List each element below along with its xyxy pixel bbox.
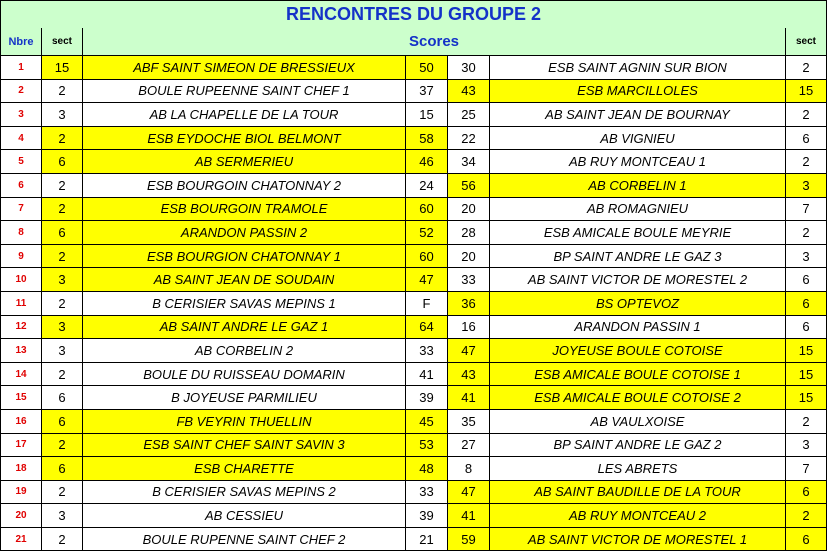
match-number: 16 (1, 409, 42, 433)
home-score: 64 (406, 315, 448, 339)
home-team: B JOYEUSE PARMILIEU (83, 386, 406, 410)
away-sector: 3 (786, 244, 827, 268)
home-score: 52 (406, 221, 448, 245)
home-sector: 2 (42, 480, 83, 504)
home-sector: 2 (42, 244, 83, 268)
away-team: AB SAINT VICTOR DE MORESTEL 2 (490, 268, 786, 292)
away-team: BP SAINT ANDRE LE GAZ 2 (490, 433, 786, 457)
table-row (1, 79, 827, 103)
home-sector: 3 (42, 339, 83, 363)
away-team: AB SAINT JEAN DE BOURNAY (490, 103, 786, 127)
away-score: 25 (448, 103, 490, 127)
away-score: 56 (448, 173, 490, 197)
away-score: 34 (448, 150, 490, 174)
home-team: ESB SAINT CHEF SAINT SAVIN 3 (83, 433, 406, 457)
home-score: 33 (406, 480, 448, 504)
home-team: ABF SAINT SIMEON DE BRESSIEUX (83, 56, 406, 80)
home-team: ESB BOURGION CHATONNAY 1 (83, 244, 406, 268)
home-score: 21 (406, 527, 448, 551)
away-team: ESB AMICALE BOULE COTOISE 1 (490, 362, 786, 386)
home-sector: 2 (42, 291, 83, 315)
table-row (1, 103, 827, 127)
away-team: ESB AMICALE BOULE COTOISE 2 (490, 386, 786, 410)
home-sector: 15 (42, 56, 83, 80)
away-sector: 15 (786, 362, 827, 386)
table-row (1, 315, 827, 339)
home-score: 48 (406, 457, 448, 481)
away-score: 43 (448, 79, 490, 103)
home-team: FB VEYRIN THUELLIN (83, 409, 406, 433)
home-team: B CERISIER SAVAS MEPINS 2 (83, 480, 406, 504)
home-sector: 2 (42, 362, 83, 386)
home-score: F (406, 291, 448, 315)
home-score: 39 (406, 504, 448, 528)
home-sector: 2 (42, 173, 83, 197)
table-row (1, 386, 827, 410)
page-title: RENCONTRES DU GROUPE 2 (1, 1, 827, 29)
away-team: ESB MARCILLOLES (490, 79, 786, 103)
table-row (1, 362, 827, 386)
match-number: 17 (1, 433, 42, 457)
away-score: 33 (448, 268, 490, 292)
away-sector: 15 (786, 386, 827, 410)
home-team: AB CORBELIN 2 (83, 339, 406, 363)
match-number: 1 (1, 56, 42, 80)
away-sector: 2 (786, 56, 827, 80)
home-score: 50 (406, 56, 448, 80)
table-row (1, 480, 827, 504)
away-team: LES ABRETS (490, 457, 786, 481)
away-score: 47 (448, 339, 490, 363)
home-sector: 3 (42, 504, 83, 528)
away-score: 16 (448, 315, 490, 339)
away-score: 27 (448, 433, 490, 457)
match-number: 4 (1, 126, 42, 150)
match-number: 14 (1, 362, 42, 386)
match-number: 6 (1, 173, 42, 197)
away-score: 22 (448, 126, 490, 150)
home-team: AB CESSIEU (83, 504, 406, 528)
away-score: 59 (448, 527, 490, 551)
match-number: 2 (1, 79, 42, 103)
home-sector: 3 (42, 268, 83, 292)
away-score: 41 (448, 386, 490, 410)
results-body (1, 1, 827, 551)
table-row (1, 197, 827, 221)
home-score: 24 (406, 173, 448, 197)
away-team: ESB AMICALE BOULE MEYRIE (490, 221, 786, 245)
home-team: ARANDON PASSIN 2 (83, 221, 406, 245)
home-score: 33 (406, 339, 448, 363)
home-sector: 3 (42, 103, 83, 127)
away-sector: 7 (786, 197, 827, 221)
home-sector: 2 (42, 433, 83, 457)
away-score: 35 (448, 409, 490, 433)
away-team: AB VAULXOISE (490, 409, 786, 433)
home-score: 45 (406, 409, 448, 433)
away-sector: 3 (786, 173, 827, 197)
away-team: BP SAINT ANDRE LE GAZ 3 (490, 244, 786, 268)
home-score: 37 (406, 79, 448, 103)
table-row (1, 409, 827, 433)
home-team: BOULE RUPEENNE SAINT CHEF 1 (83, 79, 406, 103)
home-score: 46 (406, 150, 448, 174)
home-team: B CERISIER SAVAS MEPINS 1 (83, 291, 406, 315)
match-number: 10 (1, 268, 42, 292)
home-score: 47 (406, 268, 448, 292)
away-sector: 3 (786, 433, 827, 457)
home-score: 53 (406, 433, 448, 457)
away-score: 30 (448, 56, 490, 80)
home-team: ESB CHARETTE (83, 457, 406, 481)
away-score: 20 (448, 244, 490, 268)
away-team: ARANDON PASSIN 1 (490, 315, 786, 339)
home-team: AB SERMERIEU (83, 150, 406, 174)
home-score: 60 (406, 197, 448, 221)
home-score: 39 (406, 386, 448, 410)
away-team: AB RUY MONTCEAU 2 (490, 504, 786, 528)
header-sect-left: sect (42, 28, 83, 56)
home-team: ESB BOURGOIN TRAMOLE (83, 197, 406, 221)
away-team: ESB SAINT AGNIN SUR BION (490, 56, 786, 80)
away-sector: 2 (786, 221, 827, 245)
table-row (1, 457, 827, 481)
away-team: AB ROMAGNIEU (490, 197, 786, 221)
away-team: AB SAINT BAUDILLE DE LA TOUR (490, 480, 786, 504)
home-score: 41 (406, 362, 448, 386)
match-number: 19 (1, 480, 42, 504)
home-sector: 6 (42, 386, 83, 410)
away-score: 36 (448, 291, 490, 315)
match-number: 8 (1, 221, 42, 245)
match-number: 18 (1, 457, 42, 481)
home-team: ESB EYDOCHE BIOL BELMONT (83, 126, 406, 150)
away-score: 20 (448, 197, 490, 221)
home-score: 60 (406, 244, 448, 268)
table-row (1, 527, 827, 551)
home-sector: 6 (42, 150, 83, 174)
away-score: 8 (448, 457, 490, 481)
away-sector: 2 (786, 409, 827, 433)
table-row (1, 56, 827, 80)
home-sector: 3 (42, 315, 83, 339)
match-number: 3 (1, 103, 42, 127)
header-scores: Scores (83, 28, 786, 56)
away-team: AB CORBELIN 1 (490, 173, 786, 197)
away-score: 28 (448, 221, 490, 245)
away-sector: 6 (786, 268, 827, 292)
table-row (1, 244, 827, 268)
home-team: AB SAINT JEAN DE SOUDAIN (83, 268, 406, 292)
home-team: ESB BOURGOIN CHATONNAY 2 (83, 173, 406, 197)
home-sector: 2 (42, 126, 83, 150)
away-sector: 2 (786, 504, 827, 528)
home-sector: 6 (42, 221, 83, 245)
away-score: 41 (448, 504, 490, 528)
away-score: 43 (448, 362, 490, 386)
away-score: 47 (448, 480, 490, 504)
away-sector: 6 (786, 527, 827, 551)
table-row (1, 150, 827, 174)
away-sector: 15 (786, 79, 827, 103)
away-team: AB VIGNIEU (490, 126, 786, 150)
title-row (1, 1, 827, 29)
table-row (1, 173, 827, 197)
match-number: 11 (1, 291, 42, 315)
home-team: AB SAINT ANDRE LE GAZ 1 (83, 315, 406, 339)
table-row (1, 433, 827, 457)
home-sector: 6 (42, 409, 83, 433)
table-row (1, 268, 827, 292)
away-sector: 15 (786, 339, 827, 363)
header-nbre: Nbre (1, 28, 42, 56)
away-sector: 6 (786, 315, 827, 339)
away-sector: 7 (786, 457, 827, 481)
home-sector: 2 (42, 79, 83, 103)
away-sector: 6 (786, 126, 827, 150)
away-sector: 6 (786, 291, 827, 315)
match-number: 15 (1, 386, 42, 410)
table-row (1, 339, 827, 363)
away-sector: 2 (786, 150, 827, 174)
home-team: AB LA CHAPELLE DE LA TOUR (83, 103, 406, 127)
table-row (1, 504, 827, 528)
header-row (1, 28, 827, 56)
header-sect-right: sect (786, 28, 827, 56)
match-number: 7 (1, 197, 42, 221)
table-row (1, 291, 827, 315)
table-row (1, 221, 827, 245)
away-team: AB SAINT VICTOR DE MORESTEL 1 (490, 527, 786, 551)
match-number: 9 (1, 244, 42, 268)
away-sector: 6 (786, 480, 827, 504)
home-sector: 2 (42, 527, 83, 551)
home-sector: 2 (42, 197, 83, 221)
home-sector: 6 (42, 457, 83, 481)
table-row (1, 126, 827, 150)
match-number: 20 (1, 504, 42, 528)
away-team: BS OPTEVOZ (490, 291, 786, 315)
home-team: BOULE DU RUISSEAU DOMARIN (83, 362, 406, 386)
match-number: 5 (1, 150, 42, 174)
away-team: AB RUY MONTCEAU 1 (490, 150, 786, 174)
match-number: 21 (1, 527, 42, 551)
match-number: 12 (1, 315, 42, 339)
match-number: 13 (1, 339, 42, 363)
away-team: JOYEUSE BOULE COTOISE (490, 339, 786, 363)
home-score: 58 (406, 126, 448, 150)
home-score: 15 (406, 103, 448, 127)
home-team: BOULE RUPENNE SAINT CHEF 2 (83, 527, 406, 551)
away-sector: 2 (786, 103, 827, 127)
